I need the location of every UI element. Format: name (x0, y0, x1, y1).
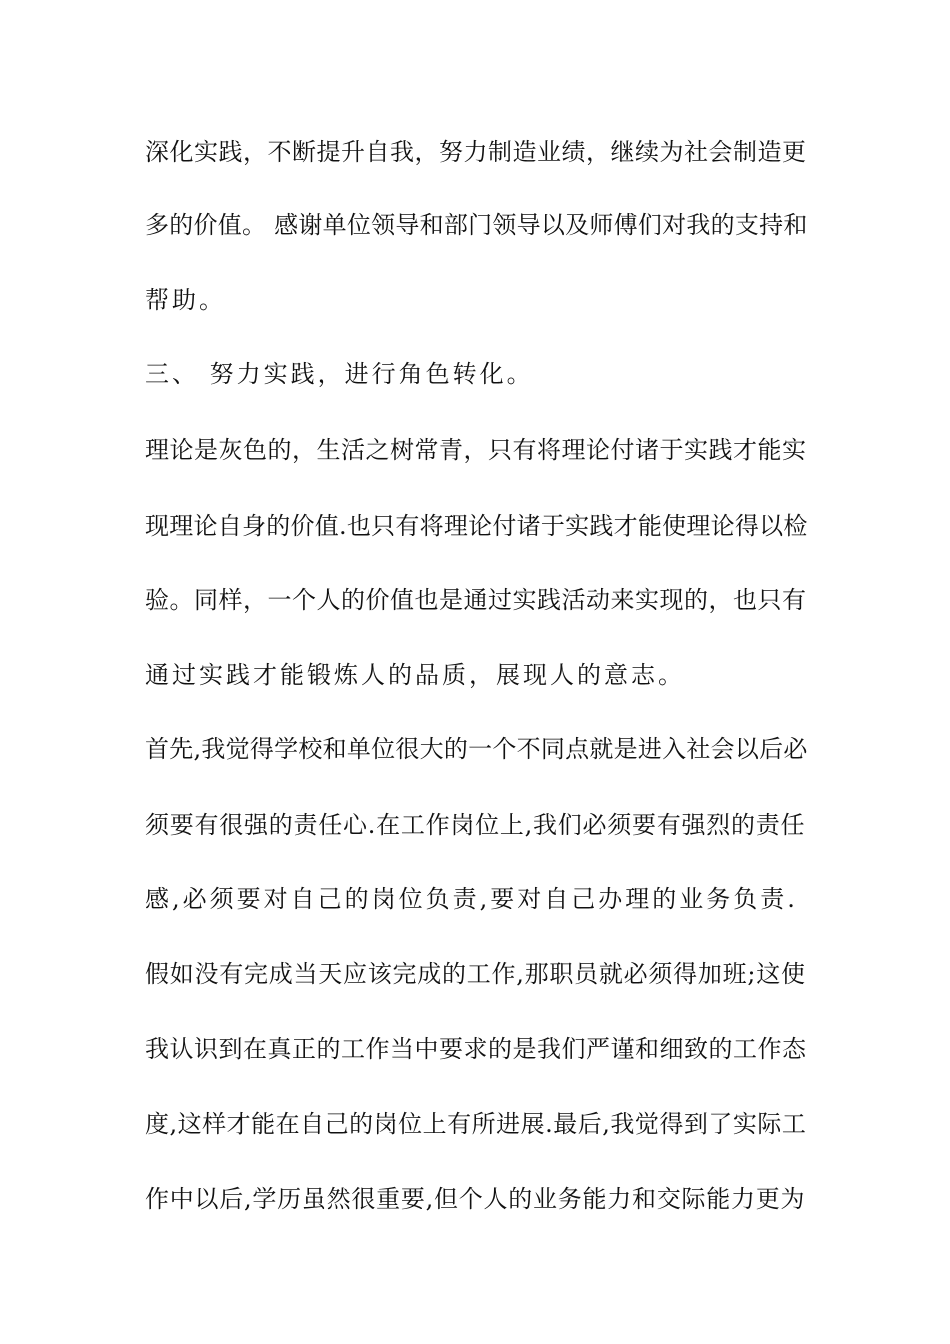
text-line: 深化实践，不断提升自我，努力制造业绩，继续为社会制造更 (145, 138, 807, 166)
text-line: 我认识到在真正的工作当中要求的是我们严谨和细致的工作态 (145, 1035, 807, 1063)
section-heading: 三、 努力实践，进行角色转化。 (145, 360, 534, 388)
text-line: 首先,我觉得学校和单位很大的一个不同点就是进入社会以后必 (145, 735, 808, 763)
text-line: 假如没有完成当天应该完成的工作,那职员就必须得加班;这使 (145, 960, 806, 988)
text-line: 多的价值。 感谢单位领导和部门领导以及师傅们对我的支持和 (145, 211, 808, 239)
text-line: 作中以后,学历虽然很重要,但个人的业务能力和交际能力更为 (145, 1185, 806, 1213)
text-line: 理论是灰色的，生活之树常青，只有将理论付诸于实践才能实 (145, 436, 807, 464)
text-line: 现理论自身的价值.也只有将理论付诸于实践才能使理论得以检 (145, 512, 808, 540)
text-line: 感,必须要对自己的岗位负责,要对自己办理的业务负责. (145, 885, 798, 913)
text-line: 须要有很强的责任心.在工作岗位上,我们必须要有强烈的责任 (145, 811, 806, 839)
text-line: 帮助。 (145, 286, 226, 314)
text-line: 度,这样才能在自己的岗位上有所进展.最后,我觉得到了实际工 (145, 1110, 807, 1138)
text-line: 验。同样，一个人的价值也是通过实践活动来实现的，也只有 (145, 586, 807, 614)
text-line: 通过实践才能锻炼人的品质，展现人的意志。 (145, 661, 685, 689)
